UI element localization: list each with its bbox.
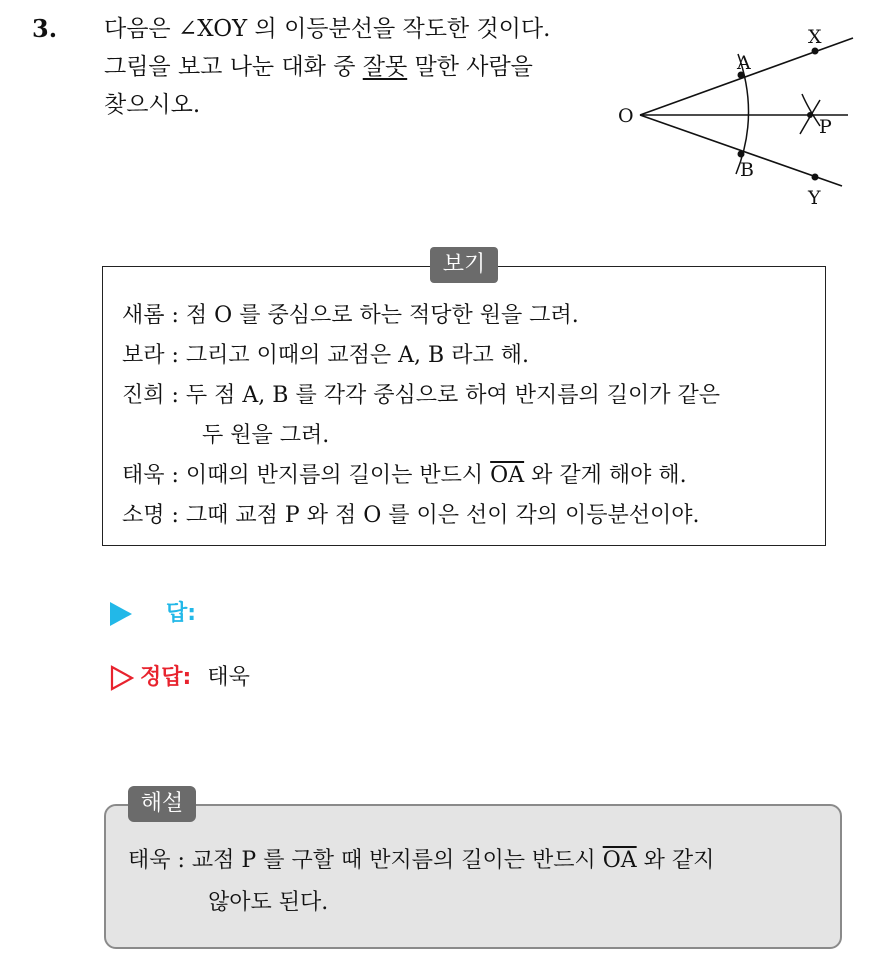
label-o: O xyxy=(618,105,634,127)
question-line-2 xyxy=(104,48,550,86)
point-y xyxy=(812,174,819,181)
point-b xyxy=(738,151,745,158)
speaker-name: 새롬 xyxy=(122,303,165,328)
label-x: X xyxy=(808,26,822,48)
label-a: A xyxy=(737,52,751,74)
speaker-name: 소명 xyxy=(122,503,165,528)
speaker-name: 태욱 xyxy=(122,463,165,488)
answer-label: 답: xyxy=(166,601,197,626)
play-triangle-icon xyxy=(110,602,132,626)
segment-oa: $\overline{OA}$ xyxy=(602,848,637,873)
dialogue-row: 보라 : 그리고 이때의 교점은 A, B 라고 해. xyxy=(122,343,529,368)
dialogue-text-end: 와 같게 해야 해. xyxy=(524,463,687,488)
explanation-text-end: 와 같지 xyxy=(636,848,715,873)
dialogue-row: 진희 : 두 점 A, B 를 각각 중심으로 하여 반지름의 길이가 같은 xyxy=(122,383,720,408)
bogi-title: 보기 xyxy=(430,247,498,283)
underlined-word: 잘못 xyxy=(362,54,408,80)
dialogue-continuation: 두 원을 그려. xyxy=(202,423,330,448)
dialogue-row: 새롬 : 점 O 를 중심으로 하는 적당한 원을 그려. xyxy=(122,303,579,328)
question-line-1: 다음은 ∠XOY 의 이등분선을 작도한 것이다. xyxy=(104,16,551,42)
correct-value: 태욱 xyxy=(207,665,250,690)
segment-oa: $\overline{OA}$ xyxy=(490,463,525,488)
explanation-row: 태욱 : 교점 P 를 구할 때 반지름의 길이는 반드시 $\overline{OA}$ 와 같지 xyxy=(128,848,715,873)
speaker-name: 진희 xyxy=(122,383,165,408)
dialogue-row: 태욱 : 이때의 반지름의 길이는 반드시 $\overline{OA}$ 와 같게 해야 해. xyxy=(122,463,687,488)
question-line-2-end: 말한 사람을 xyxy=(407,54,533,80)
explanation-text-start: 교점 P 를 구할 때 반지름의 길이는 반드시 xyxy=(191,848,603,873)
label-p: P xyxy=(819,116,832,138)
point-p xyxy=(807,112,813,118)
label-y: Y xyxy=(808,187,821,209)
question-line-2-start: 그림을 보고 나눈 대화 중 xyxy=(104,54,363,80)
correct-label: 정답: xyxy=(140,665,192,690)
correct-answer-row xyxy=(110,660,250,691)
answer-row xyxy=(110,596,196,627)
speaker-name: 보라 xyxy=(122,343,165,368)
arc-from-a xyxy=(802,94,820,126)
dialogue-row: 소명 : 그때 교점 P 와 점 O 를 이은 선이 각의 이등분선이야. xyxy=(122,503,700,528)
dialogue-text: 두 점 A, B 를 각각 중심으로 하여 반지름의 길이가 같은 xyxy=(185,383,720,408)
angle-bisector-figure xyxy=(610,14,860,214)
explanation-text xyxy=(128,840,714,924)
speaker-name: 태욱 xyxy=(128,848,171,873)
dialogue-text: 점 O 를 중심으로 하는 적당한 원을 그려. xyxy=(185,303,579,328)
label-b: B xyxy=(740,159,754,181)
outline-triangle-icon xyxy=(110,665,134,691)
dialogue-text: 그때 교점 P 와 점 O 를 이은 선이 각의 이등분선이야. xyxy=(185,503,700,528)
explanation-title: 해설 xyxy=(128,786,196,822)
dialogue-text: 이때의 반지름의 길이는 반드시 xyxy=(185,463,491,488)
question-number: 3. xyxy=(32,14,58,43)
ray-ox xyxy=(640,38,853,115)
point-x xyxy=(812,48,819,55)
question-text xyxy=(104,10,550,124)
dialogue-text: 그리고 이때의 교점은 A, B 라고 해. xyxy=(185,343,529,368)
explanation-continuation: 않아도 된다. xyxy=(208,890,329,915)
question-line-3: 찾으시오. xyxy=(104,92,201,118)
bogi-dialogue xyxy=(122,296,720,536)
